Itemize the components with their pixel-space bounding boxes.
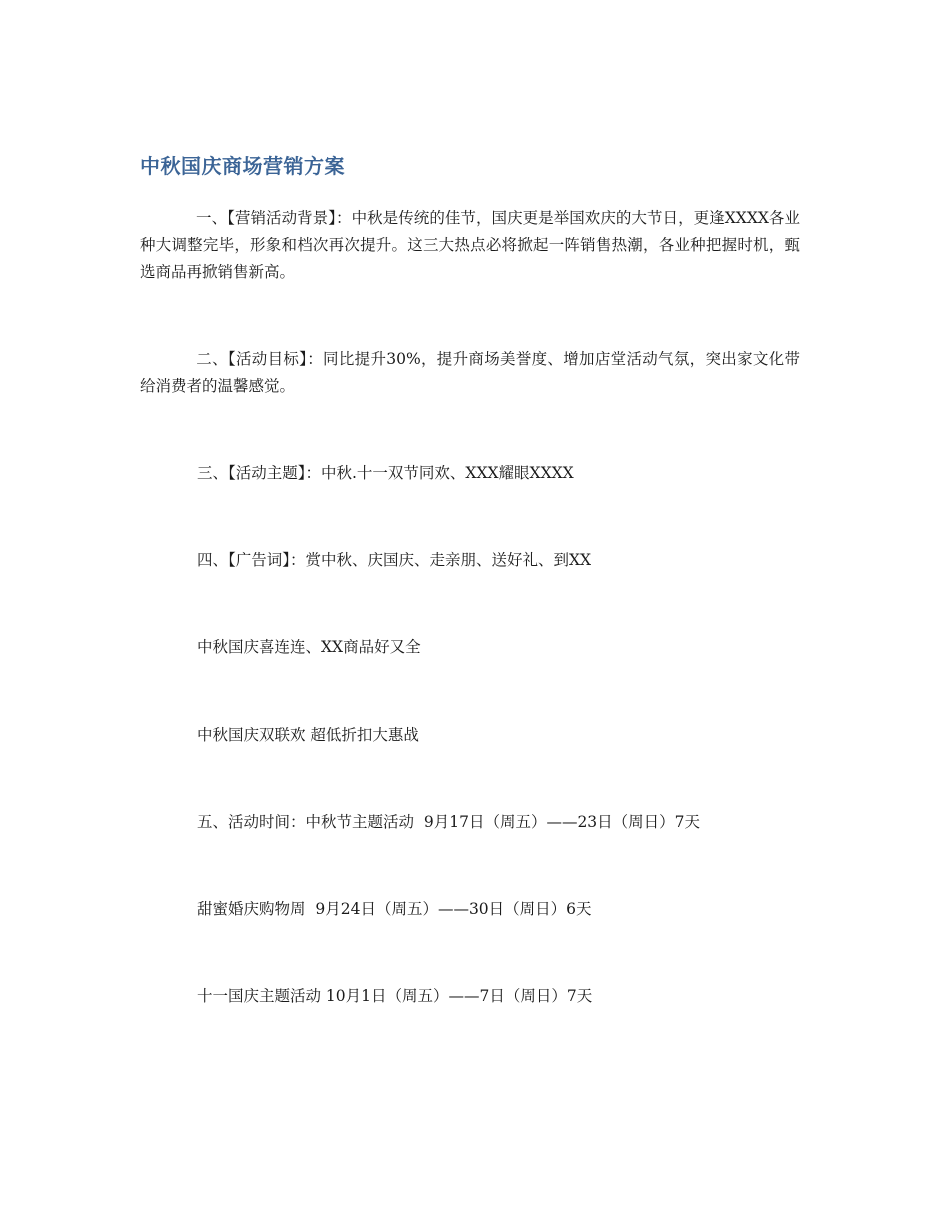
section-goal-text: 二、【活动目标】：同比提升30%，提升商场美誉度、增加店堂活动气氛，突出家文化带给消费者的温馨感觉。 bbox=[140, 350, 800, 395]
section-theme: 三、【活动主题】：中秋.十一双节同欢、XXX耀眼XXXX bbox=[197, 464, 574, 482]
schedule-line-3: 十一国庆主题活动 10月1日（周五）——7日（周日）7天 bbox=[197, 987, 593, 1005]
schedule-line-1: 五、活动时间：中秋节主题活动 9月17日（周五）——23日（周日）7天 bbox=[197, 813, 701, 831]
schedule-line-2: 甜蜜婚庆购物周 9月24日（周五）——30日（周日）6天 bbox=[197, 900, 592, 918]
section-goal bbox=[140, 346, 800, 400]
document-title: 中秋国庆商场营销方案 bbox=[140, 154, 345, 178]
section-background bbox=[140, 205, 800, 286]
slogan-line-3: 中秋国庆双联欢 超低折扣大惠战 bbox=[197, 726, 419, 744]
section-background-text: 一、【营销活动背景】：中秋是传统的佳节，国庆更是举国欢庆的大节日，更逢XXXX各业种大调整完毕，形象和档次再次提升。这三大热点必将掀起一阵销售热潮，各业种把握时机，甄选商品再掀销售新高。 bbox=[140, 209, 800, 281]
slogan-line-2: 中秋国庆喜连连、XX商品好又全 bbox=[197, 638, 421, 656]
section-slogan-intro: 四、【广告词】：赏中秋、庆国庆、走亲朋、送好礼、到XX bbox=[197, 551, 592, 569]
